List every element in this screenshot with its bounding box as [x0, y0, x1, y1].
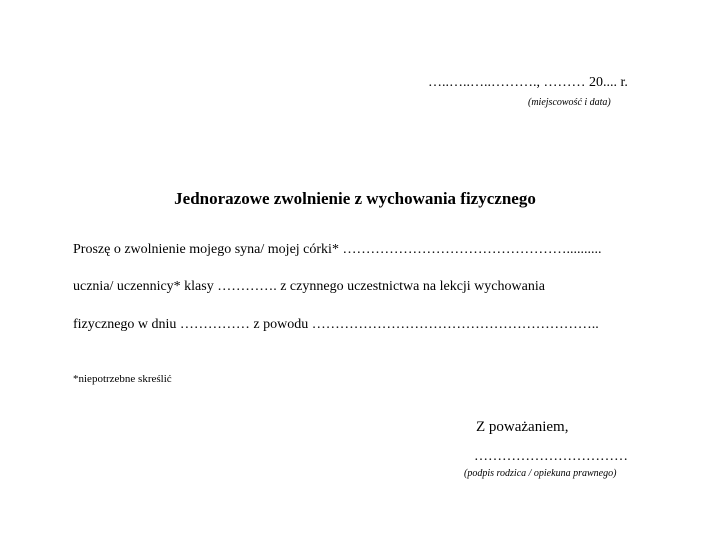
place-date-field: …..…..…..………., ……… 20.... r. — [428, 75, 628, 90]
signature-line: …………………………… — [474, 449, 628, 464]
request-line-2: ucznia/ uczennicy* klasy …………. z czynnego uczestnictwa na lekcji wychowania — [73, 279, 545, 294]
footnote: *niepotrzebne skreślić — [73, 373, 172, 385]
closing-phrase: Z poważaniem, — [476, 419, 569, 435]
signature-caption: (podpis rodzica / opiekuna prawnego) — [464, 468, 617, 479]
document-title: Jednorazowe zwolnienie z wychowania fizycznego — [174, 189, 536, 208]
place-date-caption: (miejscowość i data) — [528, 97, 611, 108]
request-line-1: Proszę o zwolnienie mojego syna/ mojej córki* ………………………………………….......... — [73, 242, 602, 257]
request-line-3: fizycznego w dniu …………… z powodu …………………………………………………….. — [73, 317, 599, 332]
